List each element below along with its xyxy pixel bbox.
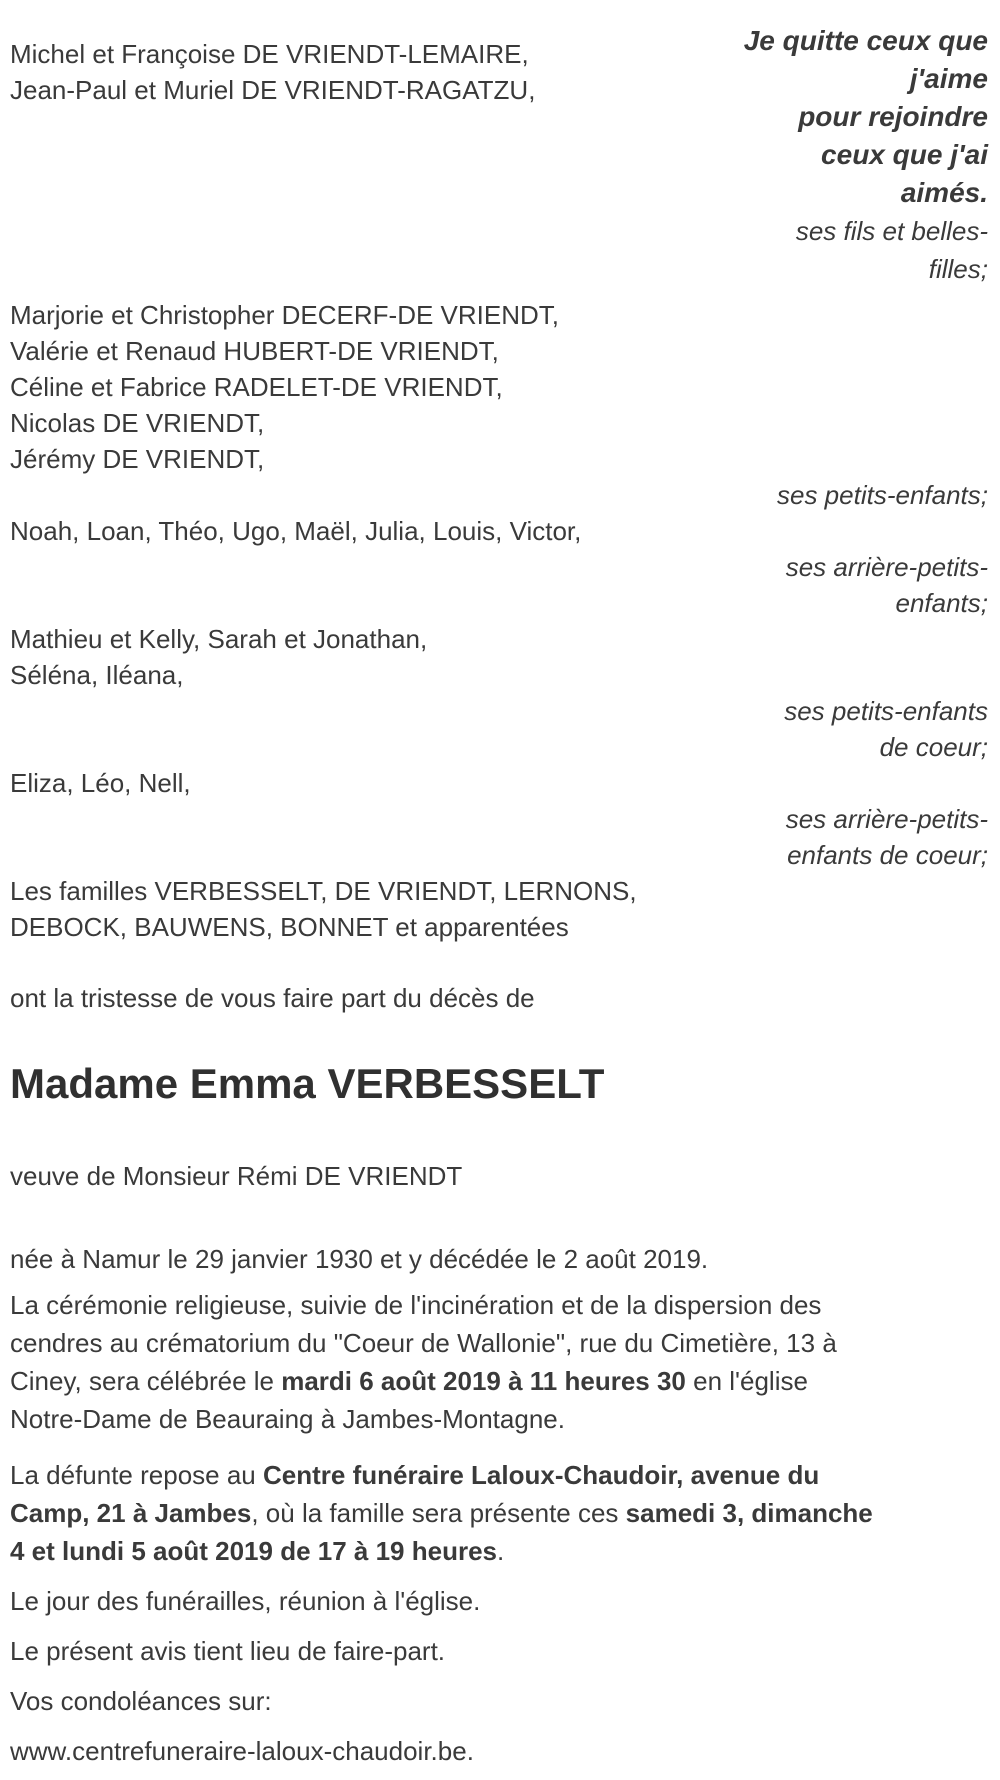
relative-names-line: Noah, Loan, Théo, Ugo, Maël, Julia, Louis, Victor, <box>10 516 582 546</box>
repose-paragraph <box>10 1456 988 1570</box>
quote-attribution-line: filles; <box>928 254 988 284</box>
families-line: DEBOCK, BAUWENS, BONNET et apparentées <box>10 912 569 942</box>
quote-line: aimés. <box>900 177 988 208</box>
relationship-label: enfants de coeur; <box>787 840 988 870</box>
children-names <box>10 36 535 108</box>
relationship-label: ses petits-enfants; <box>777 480 988 510</box>
header-section <box>10 22 988 288</box>
relative-names-line: Michel et Françoise DE VRIENDT-LEMAIRE, <box>10 39 529 69</box>
funeral-day-line: Le jour des funérailles, réunion à l'église. <box>10 1586 481 1616</box>
relative-names-line: Nicolas DE VRIENDT, <box>10 408 265 438</box>
deceased-name-heading: Madame Emma VERBESSELT <box>10 1060 605 1107</box>
relative-names-line: Marjorie et Christopher DECERF-DE VRIENDT, <box>10 300 560 330</box>
quote-line: j'aime <box>909 63 988 94</box>
relationship-label: de coeur; <box>879 732 988 762</box>
ceremony-line: Ciney, sera célébrée le mardi 6 août 2019 à 11 heures 30 en l'église <box>10 1366 808 1396</box>
quote-line: pour rejoindre <box>798 101 988 132</box>
relationship-label: ses petits-enfants <box>784 696 988 726</box>
quote-line: ceux que j'ai <box>821 139 988 170</box>
quote-line: Je quitte ceux que <box>743 25 988 56</box>
birth-death-line: née à Namur le 29 janvier 1930 et y décédée le 2 août 2019. <box>10 1244 709 1274</box>
repose-line: 4 et lundi 5 août 2019 de 17 à 19 heures. <box>10 1536 505 1566</box>
repose-line: Camp, 21 à Jambes, où la famille sera présente ces samedi 3, dimanche <box>10 1498 873 1528</box>
repose-line: La défunte repose au Centre funéraire Laloux-Chaudoir, avenue du <box>10 1460 820 1490</box>
announcement-line: ont la tristesse de vous faire part du décès de <box>10 983 535 1013</box>
notice-line: Le présent avis tient lieu de faire-part. <box>10 1636 446 1666</box>
relationship-label: enfants; <box>895 588 988 618</box>
condolences-line: Vos condoléances sur: <box>10 1686 272 1716</box>
widow-of-line: veuve de Monsieur Rémi DE VRIENDT <box>10 1161 463 1191</box>
ceremony-line: La cérémonie religieuse, suivie de l'incinération et de la dispersion des <box>10 1290 822 1320</box>
quote-attribution-line: ses fils et belles- <box>795 216 988 246</box>
relative-names-line: Séléna, Iléana, <box>10 660 184 690</box>
relative-names-line: Valérie et Renaud HUBERT-DE VRIENDT, <box>10 336 499 366</box>
memorial-quote <box>744 22 988 288</box>
ceremony-line: cendres au crématorium du "Coeur de Wallonie", rue du Cimetière, 13 à <box>10 1328 837 1358</box>
website-url: www.centrefuneraire-laloux-chaudoir.be. <box>10 1736 474 1766</box>
relationship-label: ses arrière-petits- <box>785 552 988 582</box>
relative-names-line: Eliza, Léo, Nell, <box>10 768 191 798</box>
relative-names-line: Céline et Fabrice RADELET-DE VRIENDT, <box>10 372 503 402</box>
relationship-label: ses arrière-petits- <box>785 804 988 834</box>
relative-names-line: Mathieu et Kelly, Sarah et Jonathan, <box>10 624 428 654</box>
ceremony-paragraph <box>10 1286 988 1438</box>
families-line: Les familles VERBESSELT, DE VRIENDT, LERNONS, <box>10 876 637 906</box>
relative-names-line: Jérémy DE VRIENDT, <box>10 444 265 474</box>
ceremony-line: Notre-Dame de Beauraing à Jambes-Montagne. <box>10 1404 565 1434</box>
family-list <box>10 297 988 945</box>
relative-names-line: Jean-Paul et Muriel DE VRIENDT-RAGATZU, <box>10 75 536 105</box>
